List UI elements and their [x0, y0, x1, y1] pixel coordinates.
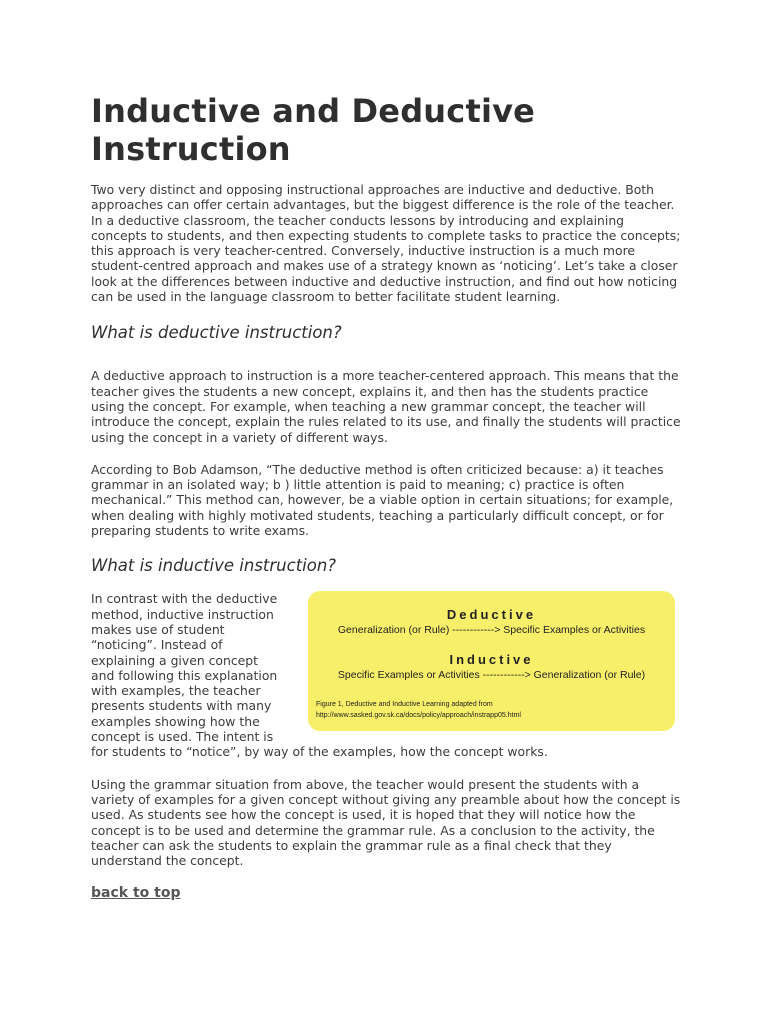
figure-caption-line2: http://www.sasked.gov.sk.ca/docs/policy/approach/instrapp05.html	[316, 712, 521, 720]
figure-deductive-line: Generalization (or Rule) ------------> Specific Examples or Activities	[337, 624, 646, 637]
figure-inductive-heading: Inductive	[449, 652, 534, 668]
wrapped-line: “noticing”. Instead of	[91, 637, 223, 653]
back-to-top-link[interactable]: back to top	[91, 885, 181, 902]
deductive-heading: What is deductive instruction?	[91, 323, 342, 343]
inductive-wrapped-text	[91, 591, 283, 744]
figure-inductive-line: Specific Examples or Activities ------------> Generalization (or Rule)	[337, 669, 646, 682]
wrapped-line: explaining a given concept	[91, 652, 259, 668]
wrapped-line: and following this explanation	[91, 667, 278, 683]
inductive-heading: What is inductive instruction?	[91, 556, 337, 576]
wrapped-line: presents students with many	[91, 698, 272, 714]
article	[91, 92, 681, 901]
wrapped-line: with examples, the teacher	[91, 683, 261, 699]
deductive-paragraph-2: According to Bob Adamson, “The deductive method is often criticized because: a) it teaches grammar in an isolated way; b ) little attention is paid to meaning; c) practice is often mechanical.” This method can, however, be a viable option in certain situations; for example, when dealing with highly motivated students, teaching a particularly difficult concept, or for preparing students to write exams.	[91, 461, 674, 539]
wrapped-line: In contrast with the deductive	[91, 591, 278, 607]
wrapped-line: method, inductive instruction	[91, 606, 274, 622]
deductive-paragraph-1: A deductive approach to instruction is a more teacher-centered approach. This means that the teacher gives the students a new concept, explains it, and then has the students practice using the concept. For example, when teaching a new grammar concept, the teacher will introduce the concept, explain the rules related to its use, and finally the students will practice using the concept in a variety of different ways.	[91, 368, 681, 445]
intro-paragraph: Two very distinct and opposing instructional approaches are inductive and deductive. Both approaches can offer certain advantages, but the biggest difference is the role of the teacher. In a deductive classroom, the teacher conducts lessons by introducing and explaining concepts to students, and then expecting students to complete tasks to practice the concepts; this approach is very teacher-centred. Conversely, inductive instruction is a much more student-centred approach and makes use of a strategy known as ‘noticing’. Let’s take a closer look at the differences between inductive and deductive instruction, and find out how noticing can be used in the language classroom to better facilitate student learning.	[91, 182, 681, 305]
wrapped-line: examples showing how the	[91, 713, 260, 729]
figure-deductive-inductive	[308, 591, 675, 731]
figure-caption-line1: Figure 1, Deductive and Inductive Learning adapted from	[316, 701, 493, 709]
figure-deductive-heading: Deductive	[446, 607, 537, 623]
page-title: Inductive and Deductive Instruction	[91, 92, 536, 168]
wrapped-line: concept is used. The intent is	[91, 729, 274, 745]
inductive-continuation: for students to “notice”, by way of the examples, how the concept works.	[91, 744, 548, 760]
inductive-paragraph-2: Using the grammar situation from above, the teacher would present the students with a variety of examples for a given concept without giving any preamble about how the concept is used. As students see how the concept is used, it is hoped that they will notice how the concept is to be used and determine the grammar rule. As a conclusion to the activity, the teacher can ask the students to explain the grammar rule as a final check that they understand the concept.	[91, 776, 681, 869]
wrapped-line: makes use of student	[91, 621, 225, 637]
inductive-block	[91, 591, 681, 759]
